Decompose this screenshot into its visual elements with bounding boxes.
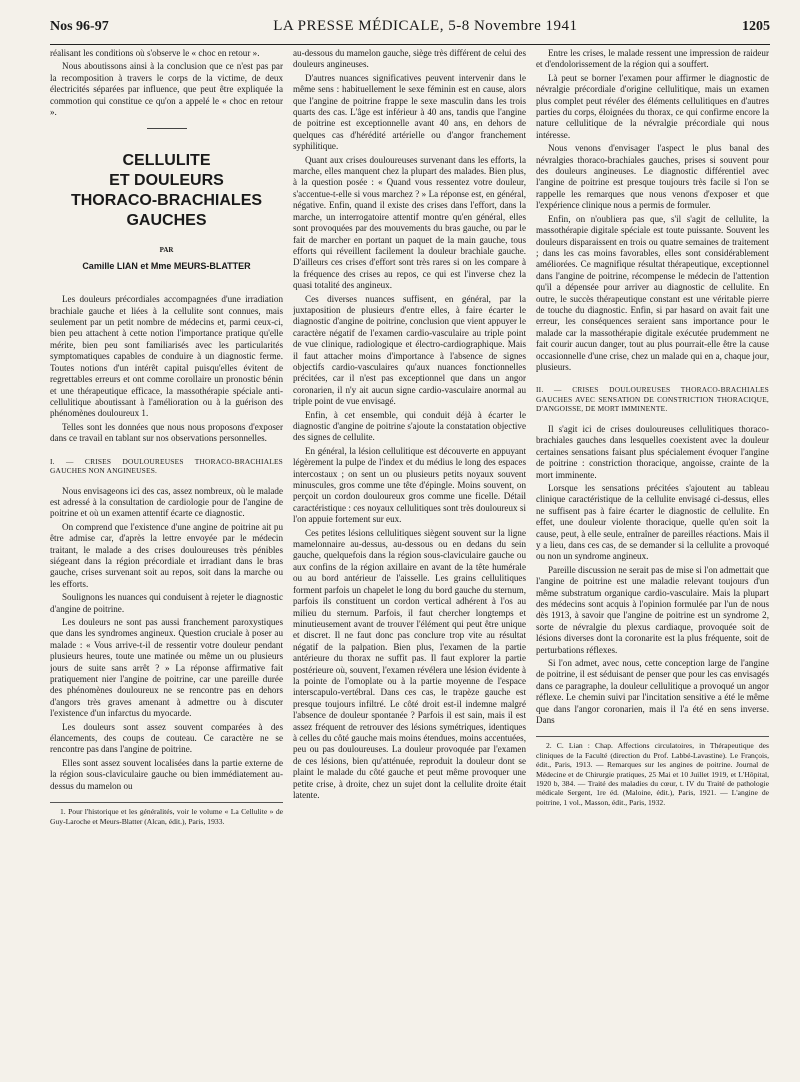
footnote-text: 2. C. Lian : Chap. Affections circulatoires, in Thérapeutique des cliniques de la Faculté (direction du Prof. Labbé-Lavastine). Le François, édit., Paris, 1913. — Remarques sur les angines de poitrine. Journal de Médecine et de Chirurgie pratiques, 25 Mai et 10 Juillet 1919, et L'Hôpital, 1920 b, 384. — Traité des maladies du cœur, t. IV du Traité de pathologie médicale Sergent, 1re éd. (Maloine, édit.), Paris, 1921. — L'angine de poitrine, 1 vol., Masson, édit., Paris, 1932. bbox=[536, 741, 769, 807]
article-columns bbox=[50, 48, 770, 1068]
section-heading: I. — CRISES DOULOUREUSES THORACO-BRACHIALES GAUCHES NON ANGINEUSES. bbox=[50, 456, 283, 476]
article-title bbox=[50, 151, 283, 231]
divider bbox=[147, 128, 187, 129]
paragraph: Les douleurs précordiales accompagnées d'une irradiation brachiale gauche et liées à la cellulite sont connues, mais seulement par un petit nombre de médecins et, parmi ceux-ci, bien peu attachent à cette notion l'importance pratique qu'elle mérite, bien peu sont familiarisés avec les particularités symptomatiques capables de conduire à un diagnostic ferme. Toutes notions d'un intérêt capital puisqu'elles évitent de regrettables erreurs et ont comme corollaire un pronostic bénin et une thérapeutique efficace, la massothérapie spéciale anti-cellulitique aboutissant à l'amélioration ou à la guérison des phénomènes douloureux 1. bbox=[50, 294, 283, 419]
footnote bbox=[536, 736, 769, 807]
paragraph: Les douleurs ne sont pas aussi franchement paroxystiques que dans les syndromes angineux. Question cruciale à poser au malade : « Vous arrive-t-il de ressentir votre douleur pendant plusieurs heures, toute une matinée ou même un ou plusieurs jours de suite sans arrêt ? » La réponse affirmative fait pratiquement nier l'angine de poitrine, car une pareille durée des phénomènes douloureux ne se rencontre pas en dehors d'angors très graves amenant à admettre ou à discuter l'existence d'un infarctus du myocarde. bbox=[50, 617, 283, 719]
paragraph: réalisant les conditions où s'observe le « choc en retour ». bbox=[50, 48, 260, 58]
title-line: GAUCHES bbox=[126, 212, 207, 230]
paragraph: Nous aboutissons ainsi à la conclusion que ce n'est pas par la recomposition à travers le corps de la victime, de deux électricités séparées par influence, que peut être expliquée la commotion qui constitue ce qu'on a appelé le « choc en retour ». bbox=[50, 61, 283, 118]
by-line: PAR bbox=[159, 246, 174, 255]
paragraph: Soulignons les nuances qui conduisent à rejeter le diagnostic d'angine de poitrine. bbox=[50, 592, 283, 614]
paragraph: Entre les crises, le malade ressent une impression de raideur et d'endolorissement de la région qui a souffert. bbox=[536, 48, 769, 70]
paragraph: Elles sont assez souvent localisées dans la partie externe de la région sous-claviculaire gauche ou bien immédiatement au-dessus du mamelon ou bbox=[50, 757, 283, 791]
paragraph: au-dessous du mamelon gauche, siège très différent de celui des douleurs angineuses. bbox=[293, 48, 526, 70]
title-line: CELLULITE bbox=[122, 152, 211, 170]
authors: Camille LIAN et Mme MEURS-BLATTER bbox=[82, 260, 251, 271]
journal-title: LA PRESSE MÉDICALE, 5-8 Novembre 1941 bbox=[273, 18, 578, 34]
paragraph: Lorsque les sensations précitées s'ajoutent au tableau clinique caractéristique de la cellulite envisagé ci-dessus, elles ne suffisent pas à faire écarter le diagnostic de cellulite. En effet, une douleur violente thoracique, quelle qu'en soit la cause, peut, à elle seule, entraîner de pareilles réactions. Mais il y a lieu, dans ces cas, de se demander si la cellulite a provoqué ou non un syndrome angineux. bbox=[536, 482, 769, 562]
paragraph: Si l'on admet, avec nous, cette conception large de l'angine de poitrine, il est séduisant de penser que pour les cas envisagés dans ce paragraphe, la douleur cellulitique a provoqué un angor réflexe. Le chemin suivi par l'incitation sensitive a été le même que dans l'angor coronarien, mais il l'a été en sens inverse. Dans bbox=[536, 658, 769, 726]
paragraph: Nous envisageons ici des cas, assez nombreux, où le malade est adressé à la consultation de cardiologie pour de l'angine de poitrine et où un examen attentif écarte ce diagnostic. bbox=[50, 485, 283, 519]
footnote-text: 1. Pour l'historique et les généralités, voir le volume « La Cellulite » de Guy-Laroche et Meurs-Blatter (Alcan, édit.), Paris, 1933. bbox=[50, 807, 283, 826]
paragraph: Les douleurs sont assez souvent comparées à des élancements, des coups de couteau. Ce caractère ne se rencontre pas dans l'angine de poitrine. bbox=[50, 721, 283, 755]
paragraph: En général, la lésion cellulitique est découverte en appuyant légèrement la pulpe de l'index et du médius le long des espaces intercostaux ; on sent un ou plusieurs petits noyaux souvent minuscules, gros comme une tête d'épingle. Moins souvent, on perçoit un cordon douloureux gros comme une ficelle. Détail caractéristique : ces noyaux cellulitiques sont très douloureux si l'on appuie fortement sur eux. bbox=[293, 445, 526, 525]
paragraph: Là peut se borner l'examen pour affirmer le diagnostic de névralgie précordiale d'origine cellulitique, mais un examen plus complet peut révéler des éléments cellulitiques en d'autres parties du corps, éloignées du thorax, ce qui confirme encore la nature cellulitique de la névralgie précordiale qui nous intéresse. bbox=[536, 72, 769, 140]
paragraph: On comprend que l'existence d'une angine de poitrine ait pu être admise car, d'après la lettre envoyée par le médecin traitant, le malade a des crises douloureuses très pénibles siégeant dans la région précordiale et irradiant dans le bras gauche, crises survenant soit au repos, soit dans la marche ou les efforts. bbox=[50, 521, 283, 589]
column-2 bbox=[293, 48, 526, 1068]
paragraph: Enfin, à cet ensemble, qui conduit déjà à écarter le diagnostic d'angine de poitrine s'ajoute la constatation objective des signes de cellulite. bbox=[293, 409, 526, 443]
page-header bbox=[50, 18, 770, 45]
page-number: 1205 bbox=[742, 19, 770, 34]
paragraph: Pareille discussion ne serait pas de mise si l'on admettait que l'angine de poitrine est une maladie relevant toujours d'un même substratum organique cardio-vasculaire. Mais la plupart des médecins sont acquis à l'opinion formulée par l'un de nous dès 1913, à savoir que l'angine de poitrine est un syndrome 2, sorte de névralgie du plexus cardiaque, provoquée soit de lésions diverses dont la coronarite est la plus fréquente, soit de perturbations réflexes. bbox=[536, 564, 769, 655]
paragraph: Ces diverses nuances suffisent, en général, par la juxtaposition de plusieurs d'entre elles, à faire écarter le diagnostic d'angine de poitrine, conclusion que vient appuyer le caractère négatif de l'examen cardio-vasculaire au triple point de vue clinique, radiologique et électro-cardiographique. Mais il faut attacher moins d'importance à l'absence de signes objectifs cardio-vasculaires qu'aux nuances fonctionnelles précitées, car il n'est pas exceptionnel que dans un angor coronarien, il n'y ait aucun signe cardio-vasculaire anormal au triple point de vue envisagé. bbox=[293, 293, 526, 407]
issue-number: Nos 96-97 bbox=[50, 19, 109, 34]
title-line: ET DOULEURS bbox=[109, 172, 224, 190]
paragraph: Telles sont les données que nous nous proposons d'exposer dans ce travail en tablant sur nos observations personnelles. bbox=[50, 421, 283, 444]
paragraph: Nous venons d'envisager l'aspect le plus banal des névralgies thoraco-brachiales gauches, prises si souvent pour des douleurs angineuses. Le diagnostic différentiel avec l'angine de poitrine est presque toujours très facile si l'on se rappelle les remarques que nous venons d'exposer et que l'expérience clinique nous a permis de formuler. bbox=[536, 143, 769, 211]
section-heading: II. — CRISES DOULOUREUSES THORACO-BRACHIALES GAUCHES AVEC SENSATION DE CONSTRICTION THORACIQUE, D'ANGOISSE, DE MORT IMMINENTE. bbox=[536, 385, 769, 414]
paragraph: D'autres nuances significatives peuvent intervenir dans le même sens : habituellement le sexe féminin est en cause, alors que l'angine de poitrine frappe le sexe masculin dans les trois quarts des cas. L'âge est inférieur à 40 ans, tandis que l'angine de poitrine est exceptionnelle avant 40 ans, en dehors de quelques cas d'hérédité artérielle ou d'angor franchement syphilitique. bbox=[293, 72, 526, 152]
column-3 bbox=[536, 48, 769, 1068]
title-line: THORACO-BRACHIALES bbox=[70, 192, 263, 210]
paragraph: Il s'agit ici de crises douloureuses cellulitiques thoraco-brachiales gauches dans lesquelles coexistent avec la douleur certaines sensations faisant plus spécialement évoquer l'angine de poitrine : constriction thoracique, angoisse, crainte de la mort imminente. bbox=[536, 423, 769, 480]
paragraph: Enfin, on n'oubliera pas que, s'il s'agit de cellulite, la massothérapie digitale spéciale est toute puissante. Souvent les douleurs disparaissent en trois ou quatre semaines de traitement ; dans les cas moins favorables, elles sont considérablement améliorées. Ce magnifique résultat thérapeutique, exceptionnel dans l'angine de poitrine, récompense le médecin de l'attention qu'il a dépensée pour arriver au diagnostic de cellulite. En outre, le succès thérapeutique constant est une véritable pierre de touche du diagnostic. Enfin, si par hasard on avait fait une erreur, les conséquences seraient sans importance pour le malade car la massothérapie digitale exécutée prudemment ne fait courir aucun danger, tout au plus pourrait-elle être la cause occasionnelle d'une crise, chez un malade qui en a, chaque jour, plusieurs. bbox=[536, 213, 769, 372]
paragraph: Quant aux crises douloureuses survenant dans les efforts, la marche, elles manquent chez la plupart des malades. Bien plus, à la question posée : « Quand vous ressentez votre douleur, s'accentue-t-elle si vous marchez ? » La réponse est, en général, négative. Enfin, quand il existe des crises dans l'effort, dans la marche, un interrogatoire attentif montre qu'en général, elles sont provoquées par des mouvements du bras gauche, ou par le fait de marcher en portant un paquet de la main gauche, tous efforts qui réveillent facilement la douleur brachiale gauche. D'ailleurs ces crises d'effort sont très rares si on les compare à la fréquence des crises au repos, ce qui est l'inverse chez la quasi totalité des angineux. bbox=[293, 154, 526, 291]
column-1 bbox=[50, 48, 283, 1068]
footnote bbox=[50, 802, 283, 826]
paragraph: Ces petites lésions cellulitiques siègent souvent sur la ligne mamelonnaire au-dessus, au-dessous ou en dedans du sein gauche, quelquefois dans la région sous-claviculaire gauche ou aux confins de la région axillaire en avant de la tête humérale ou au bord antérieur de l'aisselle. Les grains cellulitiques forment parfois un chapelet le long du bord gauche du sternum, parfois ils constituent un cordon vertical adhérent à l'os au milieu du sternum. Parfois, il faut chercher longtemps et minutieusement avant de trouver l'élément qui peut être unique et discret. Il ne faut donc pas conclure trop vite au résultat négatif de la palpation. Bien plus, l'examen de la partie antérieure du thorax ne suffit pas. Il faut explorer la partie postérieure où, souvent, l'examen révélera une lésion évidente à la pointe de l'omoplate ou à la partie moyenne de l'espace interscapulo-vertébral. Dans ces cas, le trapèze gauche est presque toujours infiltré. Le côté droit est-il indemne malgré l'absence de douleur spontanée ? Parfois il est sain, mais il est assez fréquent de retrouver des lésions symétriques, identiques à celles du côté gauche mais moins étendues, moins accentuées, peu ou pas douloureuses. La douleur provoquée par l'examen de ces lésions, bien qu'atténuée, reproduit la douleur dont se plaint le malade du côté gauche et peut même provoquer une petite crise, à droite, chez un sujet dont la cellulite droite était latente. bbox=[293, 527, 526, 800]
